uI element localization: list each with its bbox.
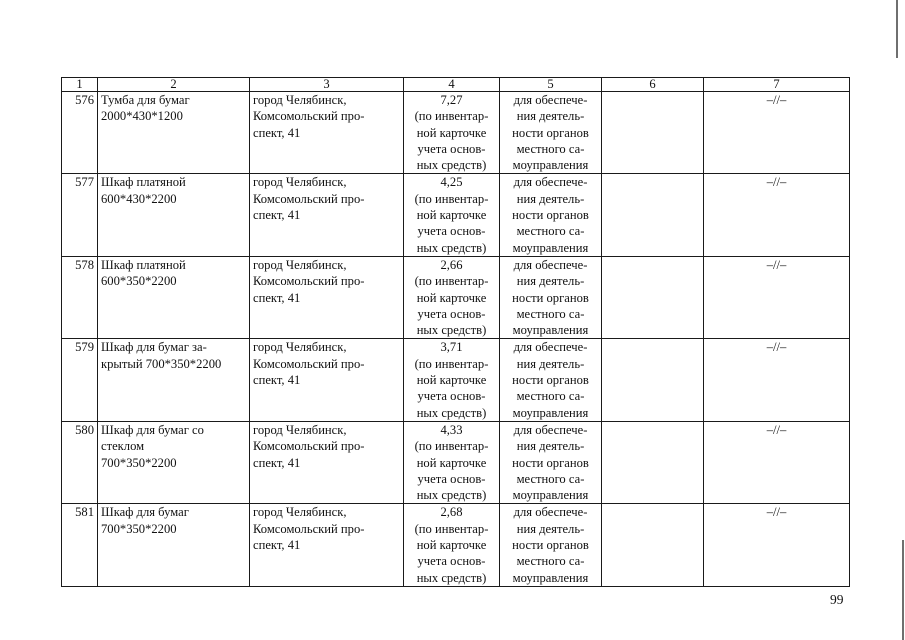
item-purpose-line: ния деятель- xyxy=(516,439,585,454)
item-value-line: (по инвентар- xyxy=(414,356,489,371)
item-value-line: 2,66 xyxy=(440,257,463,272)
table-body xyxy=(62,92,850,587)
item-purpose xyxy=(500,421,602,503)
item-column-6 xyxy=(602,421,704,503)
item-value-line: 3,71 xyxy=(440,340,463,355)
item-value-line: (по инвентар- xyxy=(414,191,489,206)
item-address-line: спект, 41 xyxy=(253,373,301,388)
item-address xyxy=(250,421,404,503)
item-address-line: спект, 41 xyxy=(253,455,301,470)
item-purpose-line: местного са- xyxy=(516,554,585,569)
item-value-line: учета основ- xyxy=(417,224,486,239)
item-number: 579 xyxy=(62,339,98,421)
item-note: –//– xyxy=(704,504,850,586)
item-address-line: город Челябинск, xyxy=(253,93,347,107)
item-address-line: Комсомольский про- xyxy=(253,274,365,289)
item-value-line: ных средств) xyxy=(416,323,487,338)
item-note: –//– xyxy=(704,339,850,421)
item-column-6 xyxy=(602,92,704,174)
item-name-line: 700*350*2200 xyxy=(101,521,177,536)
item-value-line: (по инвентар- xyxy=(414,109,489,124)
scan-edge-mark-bottom xyxy=(902,540,904,640)
item-purpose-line: местного са- xyxy=(516,389,585,404)
item-name xyxy=(98,421,250,503)
item-address-line: Комсомольский про- xyxy=(253,521,365,536)
item-purpose-line: ности органов xyxy=(512,125,589,140)
item-address-line: город Челябинск, xyxy=(253,422,347,437)
item-name-line: Шкаф платяной xyxy=(101,175,186,190)
item-name-line: Шкаф для бумаг за- xyxy=(101,340,207,355)
item-purpose-line: моуправления xyxy=(512,323,589,338)
table-row xyxy=(62,421,850,503)
item-purpose-line: моуправления xyxy=(512,158,589,173)
item-number: 577 xyxy=(62,174,98,256)
item-purpose xyxy=(500,92,602,174)
item-value-line: учета основ- xyxy=(417,554,486,569)
item-address-line: спект, 41 xyxy=(253,125,301,140)
column-header: 7 xyxy=(704,78,850,92)
column-numbers-row xyxy=(62,78,850,92)
item-number: 576 xyxy=(62,92,98,174)
item-address-line: Комсомольский про- xyxy=(253,356,365,371)
item-value-line: ной карточке xyxy=(416,125,487,140)
item-purpose-line: ния деятель- xyxy=(516,191,585,206)
item-name-line: 2000*430*1200 xyxy=(101,109,183,124)
item-purpose-line: ности органов xyxy=(512,290,589,305)
item-address-line: город Челябинск, xyxy=(253,175,347,190)
item-address-line: город Челябинск, xyxy=(253,257,347,272)
item-number: 580 xyxy=(62,421,98,503)
item-purpose-line: для обеспече- xyxy=(513,340,588,355)
item-note: –//– xyxy=(704,256,850,338)
item-purpose xyxy=(500,174,602,256)
item-purpose-line: ния деятель- xyxy=(516,109,585,124)
item-address xyxy=(250,174,404,256)
item-value-line: ных средств) xyxy=(416,488,487,503)
column-header: 5 xyxy=(500,78,602,92)
item-address-line: Комсомольский про- xyxy=(253,191,365,206)
item-address-line: Комсомольский про- xyxy=(253,439,365,454)
item-column-6 xyxy=(602,174,704,256)
item-purpose-line: ния деятель- xyxy=(516,356,585,371)
column-header: 3 xyxy=(250,78,404,92)
item-value-line: ной карточке xyxy=(416,455,487,470)
item-name xyxy=(98,339,250,421)
item-note: –//– xyxy=(704,174,850,256)
item-value xyxy=(404,92,500,174)
item-value-line: учета основ- xyxy=(417,141,486,156)
item-value-line: ных средств) xyxy=(416,240,487,255)
item-purpose-line: ности органов xyxy=(512,208,589,223)
item-value-line: ной карточке xyxy=(416,538,487,553)
item-name-line: 600*350*2200 xyxy=(101,274,177,289)
item-purpose-line: местного са- xyxy=(516,471,585,486)
scan-edge-mark-top xyxy=(896,0,898,58)
item-address xyxy=(250,339,404,421)
item-value xyxy=(404,339,500,421)
item-name-line: 600*430*2200 xyxy=(101,191,177,206)
item-address xyxy=(250,256,404,338)
item-column-6 xyxy=(602,256,704,338)
item-value-line: ной карточке xyxy=(416,290,487,305)
table-row xyxy=(62,174,850,256)
item-number: 578 xyxy=(62,256,98,338)
item-value xyxy=(404,174,500,256)
item-column-6 xyxy=(602,504,704,586)
item-name-line: 700*350*2200 xyxy=(101,455,177,470)
item-value-line: ной карточке xyxy=(416,373,487,388)
item-note: –//– xyxy=(704,92,850,174)
table-row xyxy=(62,92,850,174)
item-value-line: (по инвентар- xyxy=(414,274,489,289)
item-value-line: ной карточке xyxy=(416,208,487,223)
column-header: 6 xyxy=(602,78,704,92)
item-purpose-line: местного са- xyxy=(516,141,585,156)
item-purpose-line: местного са- xyxy=(516,224,585,239)
item-value xyxy=(404,504,500,586)
item-purpose-line: для обеспече- xyxy=(513,422,588,437)
item-name-line: крытый 700*350*2200 xyxy=(101,356,222,371)
item-value-line: 4,33 xyxy=(440,422,463,437)
table-row xyxy=(62,256,850,338)
table-row xyxy=(62,504,850,586)
item-purpose-line: для обеспече- xyxy=(513,93,588,107)
item-purpose-line: ния деятель- xyxy=(516,274,585,289)
item-address-line: спект, 41 xyxy=(253,208,301,223)
item-value-line: 7,27 xyxy=(440,93,463,107)
column-header: 4 xyxy=(404,78,500,92)
item-purpose-line: моуправления xyxy=(512,570,589,585)
item-address-line: спект, 41 xyxy=(253,290,301,305)
table-row xyxy=(62,339,850,421)
item-address xyxy=(250,504,404,586)
item-value-line: 4,25 xyxy=(440,175,463,190)
column-header: 2 xyxy=(98,78,250,92)
item-address xyxy=(250,92,404,174)
item-purpose-line: ности органов xyxy=(512,538,589,553)
item-value-line: учета основ- xyxy=(417,389,486,404)
item-value-line: учета основ- xyxy=(417,471,486,486)
item-purpose-line: ния деятель- xyxy=(516,521,585,536)
item-number: 581 xyxy=(62,504,98,586)
item-value xyxy=(404,256,500,338)
item-value-line: 2,68 xyxy=(440,505,463,520)
item-purpose xyxy=(500,504,602,586)
item-name-line: Шкаф платяной xyxy=(101,257,186,272)
item-value-line: ных средств) xyxy=(416,158,487,173)
item-name xyxy=(98,504,250,586)
item-address-line: Комсомольский про- xyxy=(253,109,365,124)
item-purpose-line: для обеспече- xyxy=(513,505,588,520)
item-purpose-line: местного са- xyxy=(516,306,585,321)
item-value-line: (по инвентар- xyxy=(414,521,489,536)
item-name xyxy=(98,174,250,256)
item-name-line: Тумба для бумаг xyxy=(101,93,190,107)
item-value-line: (по инвентар- xyxy=(414,439,489,454)
item-name xyxy=(98,256,250,338)
item-value-line: ных средств) xyxy=(416,570,487,585)
item-name-line: Шкаф для бумаг со xyxy=(101,422,204,437)
column-header: 1 xyxy=(62,78,98,92)
item-purpose xyxy=(500,339,602,421)
item-purpose xyxy=(500,256,602,338)
item-name-line: стеклом xyxy=(101,439,145,454)
item-name-line: Шкаф для бумаг xyxy=(101,505,189,520)
item-purpose-line: моуправления xyxy=(512,405,589,420)
item-value-line: ных средств) xyxy=(416,405,487,420)
item-column-6 xyxy=(602,339,704,421)
item-address-line: город Челябинск, xyxy=(253,340,347,355)
item-address-line: спект, 41 xyxy=(253,538,301,553)
item-value xyxy=(404,421,500,503)
item-purpose-line: моуправления xyxy=(512,240,589,255)
item-note: –//– xyxy=(704,421,850,503)
item-address-line: город Челябинск, xyxy=(253,505,347,520)
item-purpose-line: ности органов xyxy=(512,455,589,470)
item-purpose-line: моуправления xyxy=(512,488,589,503)
item-value-line: учета основ- xyxy=(417,306,486,321)
item-purpose-line: ности органов xyxy=(512,373,589,388)
inventory-table xyxy=(61,77,850,587)
item-purpose-line: для обеспече- xyxy=(513,175,588,190)
item-purpose-line: для обеспече- xyxy=(513,257,588,272)
item-name xyxy=(98,92,250,174)
page-number: 99 xyxy=(830,592,844,607)
